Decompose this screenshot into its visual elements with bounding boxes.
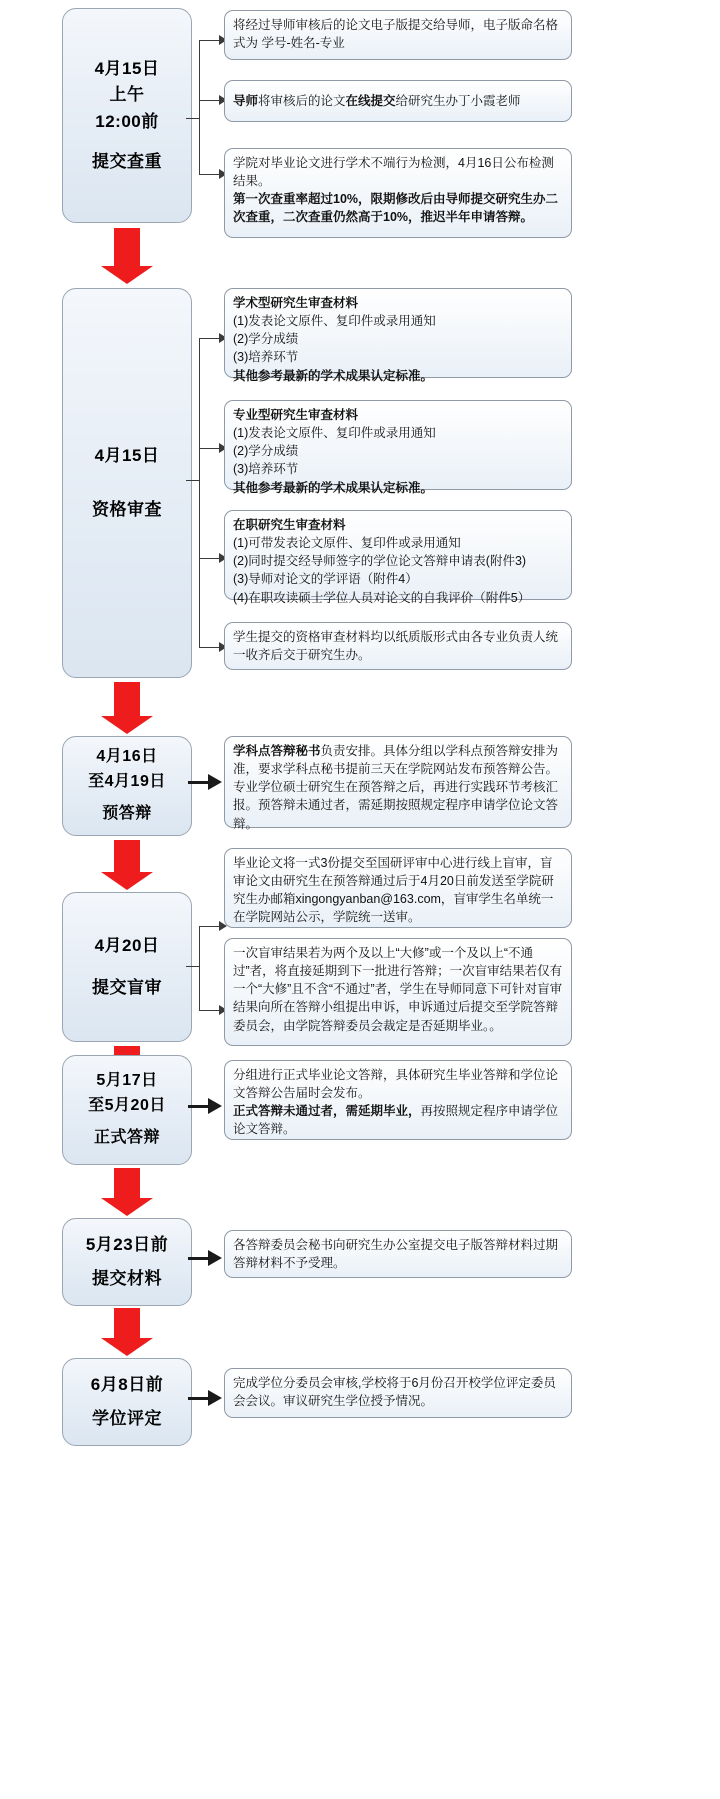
- detail-blind-submit: 毕业论文将一式3份提交至国研评审中心进行线上盲审，盲审论文由研究生在预答辩通过后于4月20日前发送至学院研究生办邮箱xingongyanban@163.com，盲审学生名单统一在学院网站公示，学院统一送审。: [224, 848, 572, 928]
- stage-box-blind-review: [62, 892, 192, 1042]
- stage-line: 至4月19日: [88, 772, 166, 790]
- detail-submit-advisor: 将经过导师审核后的论文电子版提交给导师，电子版命名格式为 学号-姓名-专业: [224, 10, 572, 60]
- arrow-stage6-to-stage7: [101, 1308, 153, 1356]
- stage-box-pre-defense: [62, 736, 192, 836]
- stage-line: 5月17日: [96, 1071, 158, 1089]
- arrow-stage3-to-stage4: [101, 840, 153, 890]
- stage-line: 4月16日: [96, 747, 158, 765]
- stage-line: 提交盲审: [92, 978, 162, 997]
- detail-submit-materials: 各答辩委员会秘书向研究生办公室提交电子版答辩材料过期答辩材料不予受理。: [224, 1230, 572, 1278]
- detail-professional-materials: 专业型研究生审查材料 (1)发表论文原件、复印件或录用通知 (2)学分成绩 (3)培养环节 其他参考最新的学术成果认定标准。: [224, 400, 572, 490]
- detail-misconduct-check: 学院对毕业论文进行学术不端行为检测，4月16日公布检测结果。 第一次查重率超过10%，限期修改后由导师提交研究生办二次查重，二次查重仍然高于10%，推迟半年申请答辩。: [224, 148, 572, 238]
- detail-inservice-materials: 在职研究生审查材料 (1)可带发表论文原件、复印件或录用通知 (2)同时提交经导师签字的学位论文答辩申请表(附件3) (3)导师对论文的学评语（附件4） (4)在职攻读硕士学位人员对论文的自我评价（附件5）: [224, 510, 572, 600]
- stage-line: 正式答辩: [93, 1129, 160, 1147]
- stage-line: 4月20日: [94, 935, 160, 955]
- stage-line: 4月15日: [94, 58, 160, 78]
- connector-stage7: [188, 1388, 226, 1412]
- stage-box-submit-materials: [62, 1218, 192, 1306]
- detail-blind-result: 一次盲审结果若为两个及以上“大修”或一个及以上“不通过”者，将直接延期到下一批进行答辩；一次盲审结果若仅有一个“大修”且不含“不通过”者，学生在导师同意下可针对盲审结果向所在答辩小组提出申诉，申诉通过后提交至学院答辩委员会，由学院答辩委员会裁定是否延期毕业。。: [224, 938, 572, 1046]
- arrow-stage5-to-stage6: [101, 1168, 153, 1216]
- connector-stage5: [188, 1096, 226, 1120]
- stage-line: 提交查重: [92, 151, 162, 171]
- detail-paper-materials: 学生提交的资格审查材料均以纸质版形式由各专业负责人统一收齐后交于研究生办。: [224, 622, 572, 670]
- connector-stage3: [188, 772, 226, 796]
- connector-stage2: [186, 300, 226, 660]
- stage-line: 学位评定: [92, 1409, 162, 1428]
- arrow-stage1-to-stage2: [101, 228, 153, 284]
- stage-box-submit-check: [62, 8, 192, 223]
- stage-line: 资格审查: [92, 500, 162, 519]
- stage-line: 12:00前: [95, 111, 159, 131]
- stage-box-qualification: [62, 288, 192, 678]
- stage-line: 上午: [109, 85, 145, 105]
- stage-line: 5月23日前: [85, 1234, 169, 1254]
- stage-line: 4月15日: [94, 445, 160, 465]
- stage-line: 至5月20日: [88, 1096, 166, 1114]
- detail-degree-evaluation: 完成学位分委员会审核,学校将于6月份召开校学位评定委员会会议。审议研究生学位授予情况。: [224, 1368, 572, 1418]
- detail-academic-materials: 学术型研究生审查材料 (1)发表论文原件、复印件或录用通知 (2)学分成绩 (3)培养环节 其他参考最新的学术成果认定标准。: [224, 288, 572, 378]
- detail-formal-defense: 分组进行正式毕业论文答辩，具体研究生毕业答辩和学位论文答辩公告届时会发布。 正式答辩未通过者，需延期毕业，再按照规定程序申请学位论文答辩。: [224, 1060, 572, 1140]
- connector-stage6: [188, 1248, 226, 1272]
- stage-line: 预答辩: [102, 805, 152, 823]
- stage-box-degree-evaluation: [62, 1358, 192, 1446]
- detail-advisor-online: 导师 将审核后的论文 在线提交 给研究生办丁小霞老师: [224, 80, 572, 122]
- arrow-stage2-to-stage3: [101, 682, 153, 734]
- connector-stage4: [186, 900, 226, 1040]
- stage-line: 提交材料: [92, 1269, 162, 1288]
- connector-stage1: [186, 18, 226, 188]
- detail-pre-defense-info: 学科点答辩秘书负责安排。具体分组以学科点预答辩安排为准，要求学科点秘书提前三天在学院网站发布预答辩公告。专业学位硕士研究生在预答辩之后，再进行实践环节考核汇报。预答辩未通过者，需延期按照规定程序申请学位论文答辩。: [224, 736, 572, 828]
- stage-box-formal-defense: [62, 1055, 192, 1165]
- stage-line: 6月8日前: [90, 1374, 164, 1394]
